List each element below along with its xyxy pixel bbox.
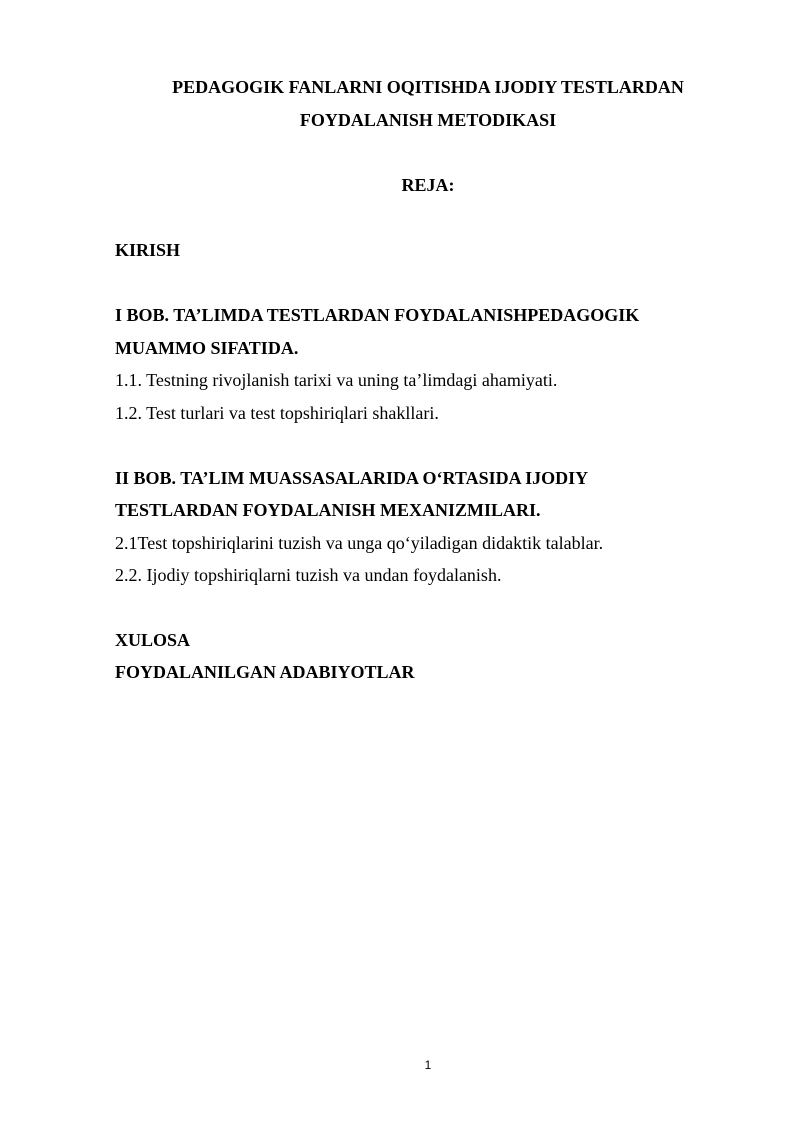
chapter-2-heading-line-2: TESTLARDAN FOYDALANISH MEXANIZMILARI.	[115, 500, 541, 520]
chapter-1-item-1: 1.1. Testning rivojlanish tarixi va uning ta’limdagi ahamiyati.	[115, 370, 558, 390]
chapter-2-item-2: 2.2. Ijodiy topshiriqlarni tuzish va undan foydalanish.	[115, 565, 502, 585]
chapter-2-item-1: 2.1Test topshiriqlarini tuzish va unga qo‘yiladigan didaktik talablar.	[115, 533, 604, 553]
chapter-1-heading-line-2: MUAMMO SIFATIDA.	[115, 338, 299, 358]
chapter-1-item-2: 1.2. Test turlari va test topshiriqlari shakllari.	[115, 403, 439, 423]
references-heading: FOYDALANILGAN ADABIYOTLAR	[115, 662, 415, 682]
document-title-line-2: FOYDALANISH METODIKASI	[299, 110, 557, 130]
intro-heading: KIRISH	[115, 240, 181, 260]
document-title-line-1: PEDAGOGIK FANLARNI OQITISHDA IJODIY TESTLARDAN	[172, 77, 684, 97]
chapter-2-heading-line-1: II BOB. TA’LIM MUASSASALARIDA O‘RTASIDA IJODIY	[115, 468, 589, 488]
page-number: 1	[424, 1058, 432, 1072]
chapter-1-heading-line-1: I BOB. TA’LIMDA TESTLARDAN FOYDALANISHPEDAGOGIK	[115, 305, 640, 325]
plan-heading: REJA:	[401, 175, 455, 195]
conclusion-heading: XULOSA	[115, 630, 191, 650]
